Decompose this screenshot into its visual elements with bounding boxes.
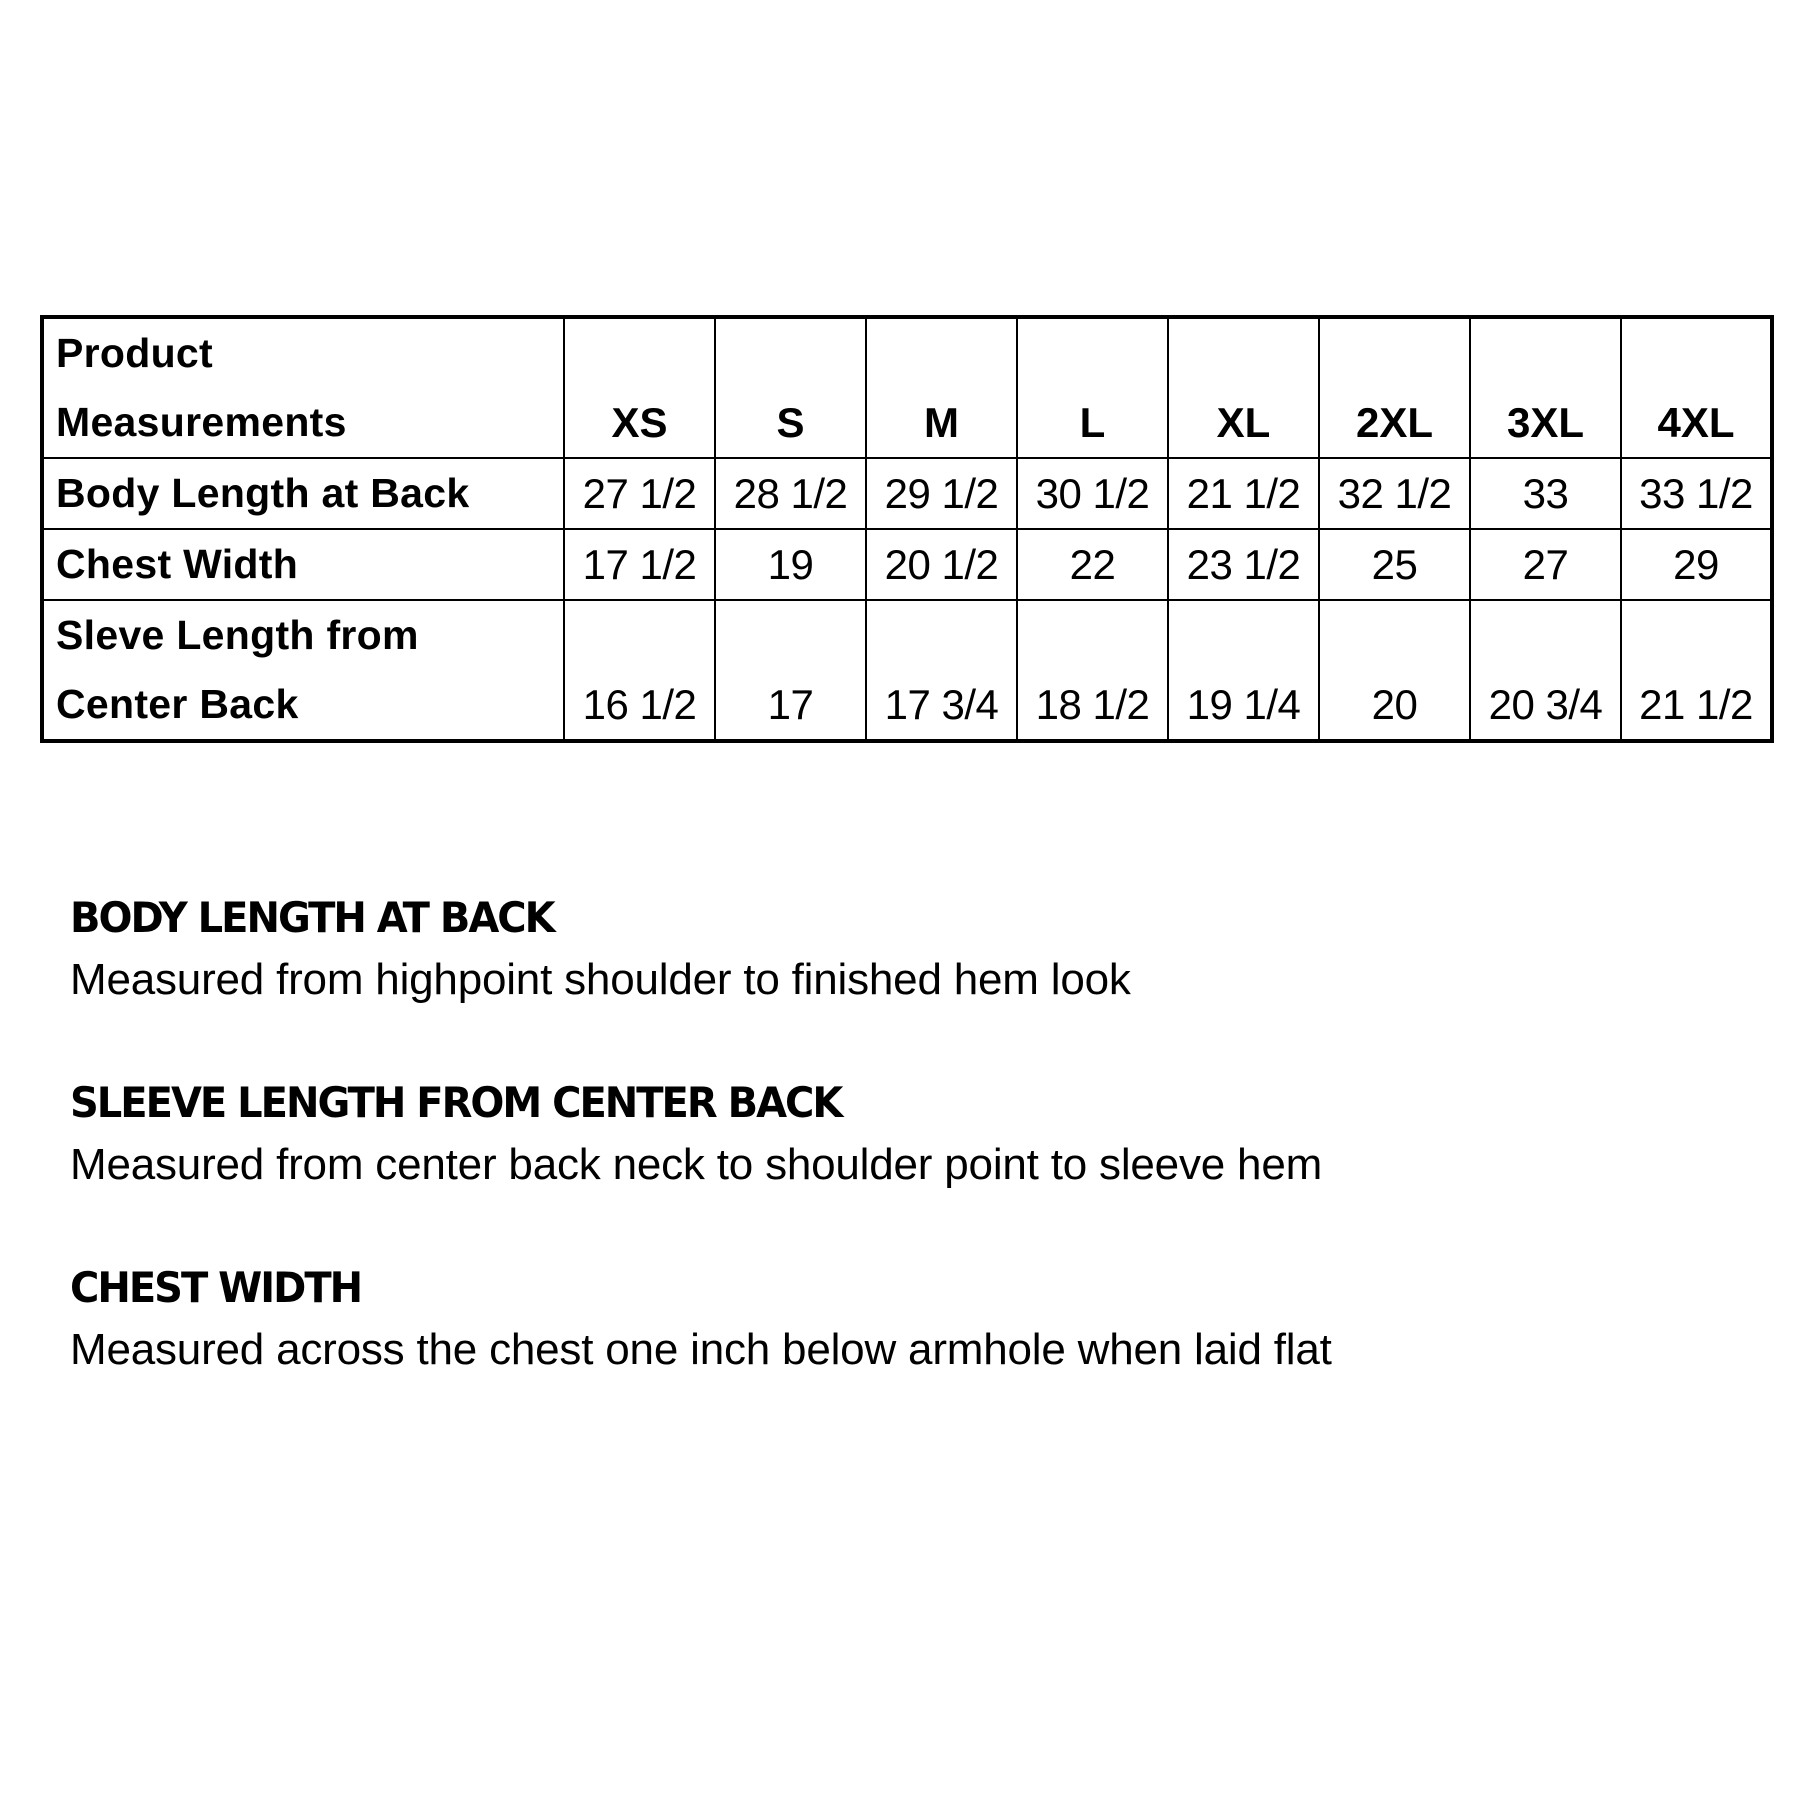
table-cell: 27 1/2: [564, 458, 715, 529]
row-label-body-length: [42, 458, 564, 529]
size-chart-table: [40, 315, 1774, 743]
definition-sleeve-length: [70, 1075, 1730, 1195]
table-cell: 17 3/4: [866, 600, 1017, 741]
header-label-line: Measurements: [56, 399, 347, 445]
table-cell: 19: [715, 529, 866, 600]
table-cell: 20: [1319, 600, 1470, 741]
table-cell: 33: [1470, 458, 1621, 529]
header-label-cell: [42, 317, 564, 458]
size-header-xl: XL: [1168, 317, 1319, 458]
table-cell: 28 1/2: [715, 458, 866, 529]
table-cell: 18 1/2: [1017, 600, 1168, 741]
table-cell: 29 1/2: [866, 458, 1017, 529]
table-header-row: [42, 317, 1772, 458]
size-header-s: S: [715, 317, 866, 458]
definition-title: BODY LENGTH AT BACK: [70, 894, 554, 943]
row-label-line: Chest Width: [56, 541, 299, 587]
table-cell: 20 3/4: [1470, 600, 1621, 741]
table-cell: 20 1/2: [866, 529, 1017, 600]
size-header-xs: XS: [564, 317, 715, 458]
table-cell: 16 1/2: [564, 600, 715, 741]
size-header-l: L: [1017, 317, 1168, 458]
table-cell: 23 1/2: [1168, 529, 1319, 600]
table-cell: 30 1/2: [1017, 458, 1168, 529]
table-cell: 29: [1621, 529, 1772, 600]
size-header-m: M: [866, 317, 1017, 458]
table-cell: 21 1/2: [1621, 600, 1772, 741]
row-label-line: Sleve Length from: [56, 612, 419, 658]
table-cell: 17 1/2: [564, 529, 715, 600]
size-header-3xl: 3XL: [1470, 317, 1621, 458]
table-row-sleeve-length: [42, 600, 1772, 741]
table-cell: 22: [1017, 529, 1168, 600]
header-label-line: Product: [56, 330, 213, 376]
table-row-chest-width: [42, 529, 1772, 600]
measurement-definitions: [70, 890, 1730, 1445]
definition-body-length: [70, 890, 1730, 1010]
row-label-line: Center Back: [56, 681, 299, 727]
size-header-2xl: 2XL: [1319, 317, 1470, 458]
size-header-4xl: 4XL: [1621, 317, 1772, 458]
table-cell: 33 1/2: [1621, 458, 1772, 529]
definition-chest-width: [70, 1260, 1730, 1380]
table-cell: 17: [715, 600, 866, 741]
table-cell: 27: [1470, 529, 1621, 600]
table-cell: 19 1/4: [1168, 600, 1319, 741]
table-cell: 25: [1319, 529, 1470, 600]
definition-text: Measured across the chest one inch below armhole when laid flat: [70, 1325, 1332, 1374]
table-row-body-length: [42, 458, 1772, 529]
table-cell: 21 1/2: [1168, 458, 1319, 529]
row-label-sleeve-length: [42, 600, 564, 741]
definition-text: Measured from highpoint shoulder to finished hem look: [70, 955, 1131, 1004]
definition-title: SLEEVE LENGTH FROM CENTER BACK: [70, 1079, 842, 1128]
row-label-line: Body Length at Back: [56, 470, 470, 516]
table-cell: 32 1/2: [1319, 458, 1470, 529]
row-label-chest-width: [42, 529, 564, 600]
definition-text: Measured from center back neck to shoulder point to sleeve hem: [70, 1140, 1323, 1189]
definition-title: CHEST WIDTH: [70, 1264, 362, 1313]
